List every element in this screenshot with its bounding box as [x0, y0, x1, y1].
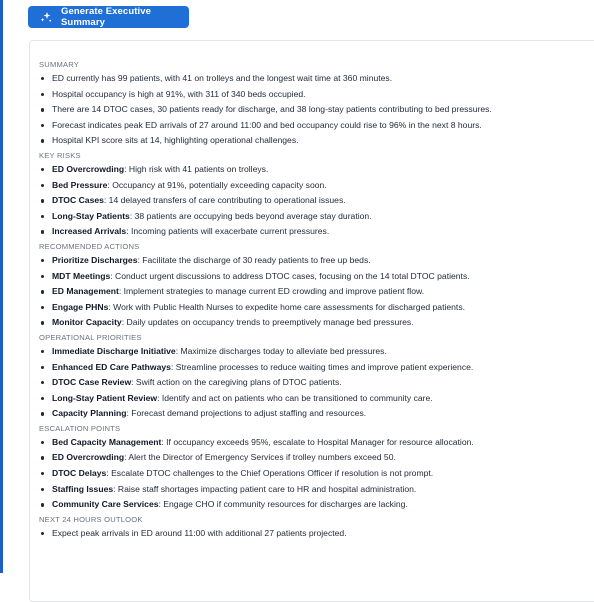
item-heading: DTOC Cases — [52, 195, 104, 206]
list-item — [39, 406, 589, 422]
item-text: : If occupancy exceeds 95%, escalate to Hospital Manager for resource allocation. — [161, 436, 474, 447]
item-text: : Engage CHO if community resources for discharges are lacking. — [158, 499, 408, 510]
item-text: : Streamline processes to reduce waiting times and improve patient experience. — [170, 361, 474, 372]
item-text: : Alert the Director of Emergency Services if trolley numbers exceed 50. — [124, 452, 396, 463]
item-text: Expect peak arrivals in ED around 11:00 with additional 27 patients projected. — [52, 527, 347, 538]
item-heading: ED Overcrowding — [52, 163, 125, 174]
bullet-list — [39, 162, 589, 240]
list-item — [39, 300, 589, 316]
list-item — [39, 391, 589, 407]
section-title: KEY RISKS — [39, 150, 81, 160]
item-text: : Implement strategies to manage current ED crowding and improve patient flow. — [118, 286, 425, 297]
item-text: : Work with Public Health Nurses to expedite home care assessments for discharged patients. — [108, 301, 466, 312]
section-recommended-actions — [39, 242, 589, 331]
section-escalation-points — [39, 424, 589, 513]
item-text: Hospital occupancy is high at 91%, with 311 of 340 beds occupied. — [52, 88, 306, 99]
list-item — [39, 118, 589, 134]
item-heading: ED Overcrowding — [52, 452, 125, 463]
item-text: : High risk with 41 patients on trolleys. — [124, 163, 269, 174]
bullet-list — [39, 526, 589, 542]
section-key-risks — [39, 151, 589, 240]
list-item — [39, 87, 589, 103]
item-heading: Monitor Capacity — [52, 317, 122, 328]
bullet-list — [39, 435, 589, 513]
list-item — [39, 253, 589, 269]
list-item — [39, 224, 589, 240]
section-summary — [39, 60, 589, 149]
item-heading: DTOC Case Review — [52, 377, 132, 388]
item-text: : Conduct urgent discussions to address DTOC cases, focusing on the 14 total DTOC patients. — [110, 270, 470, 281]
list-item — [39, 435, 589, 451]
item-heading: Bed Pressure — [52, 179, 108, 190]
item-text: : Forecast demand projections to adjust staffing and resources. — [126, 408, 367, 419]
item-heading: Engage PHNs — [52, 301, 109, 312]
item-text: : 38 patients are occupying beds beyond average stay duration. — [129, 210, 372, 221]
list-item — [39, 497, 589, 513]
section-next-24-hours-outlook — [39, 515, 589, 542]
list-item — [39, 71, 589, 87]
list-item — [39, 284, 589, 300]
section-title: ESCALATION POINTS — [39, 423, 121, 433]
section-title: OPERATIONAL PRIORITIES — [39, 332, 142, 342]
list-item — [39, 360, 589, 376]
list-item — [39, 209, 589, 225]
list-item — [39, 162, 589, 178]
item-heading: Capacity Planning — [52, 408, 127, 419]
item-text: : Escalate DTOC challenges to the Chief Operations Officer if resolution is not prompt. — [106, 468, 434, 479]
item-heading: Staffing Issues — [52, 483, 114, 494]
list-item — [39, 344, 589, 360]
item-heading: Prioritize Discharges — [52, 254, 138, 265]
item-heading: Enhanced ED Care Pathways — [52, 361, 171, 372]
item-heading: Immediate Discharge Initiative — [52, 345, 176, 356]
bullet-list — [39, 344, 589, 422]
item-heading: Long-Stay Patient Review — [52, 392, 158, 403]
item-text: : Facilitate the discharge of 30 ready patients to free up beds. — [137, 254, 371, 265]
item-text: : Daily updates on occupancy trends to preemptively manage bed pressures. — [121, 317, 414, 328]
list-item — [39, 102, 589, 118]
list-item — [39, 450, 589, 466]
item-heading: Increased Arrivals — [52, 226, 127, 237]
list-item — [39, 482, 589, 498]
list-item — [39, 193, 589, 209]
item-text: : Maximize discharges today to alleviate bed pressures. — [175, 345, 387, 356]
section-title: NEXT 24 HOURS OUTLOOK — [39, 514, 143, 524]
item-heading: DTOC Delays — [52, 468, 107, 479]
bullet-list — [39, 253, 589, 331]
section-operational-priorities — [39, 333, 589, 422]
sparkles-icon — [40, 11, 52, 23]
item-heading: Long-Stay Patients — [52, 210, 130, 221]
item-text: : Occupancy at 91%, potentially exceeding capacity soon. — [107, 179, 327, 190]
list-item — [39, 315, 589, 331]
item-heading: MDT Meetings — [52, 270, 111, 281]
generate-button-label: Generate Executive Summary — [61, 6, 151, 28]
item-text: Forecast indicates peak ED arrivals of 27 around 11:00 and bed occupancy could rise to 96% in the next 8 hours. — [52, 119, 482, 130]
item-text: ED currently has 99 patients, with 41 on trolleys and the longest wait time at 360 minutes. — [52, 73, 393, 83]
generate-executive-summary-button[interactable] — [28, 6, 189, 28]
item-text: Hospital KPI score sits at 14, highlighting operational challenges. — [52, 135, 299, 146]
item-text: : Raise staff shortages impacting patient care to HR and hospital administration. — [113, 483, 417, 494]
item-heading: ED Management — [52, 286, 119, 297]
item-heading: Bed Capacity Management — [52, 436, 162, 447]
list-item — [39, 133, 589, 149]
list-item — [39, 178, 589, 194]
item-heading: Community Care Services — [52, 499, 159, 510]
list-item — [39, 466, 589, 482]
section-title: SUMMARY — [39, 60, 80, 69]
summary-content — [39, 60, 589, 541]
item-text: : Incoming patients will exacerbate current pressures. — [126, 226, 330, 237]
item-text: : Identify and act on patients who can be transitioned to community care. — [157, 392, 433, 403]
item-text: : 14 delayed transfers of care contributing to operational issues. — [103, 195, 346, 206]
bullet-list — [39, 71, 589, 149]
list-item — [39, 526, 589, 542]
list-item — [39, 269, 589, 285]
section-title: RECOMMENDED ACTIONS — [39, 241, 140, 251]
list-item — [39, 375, 589, 391]
item-text: : Swift action on the caregiving plans of DTOC patients. — [131, 377, 342, 388]
left-accent-bar — [0, 0, 3, 573]
item-text: There are 14 DTOC cases, 30 patients ready for discharge, and 38 long-stay patients contributing to bed pressures. — [52, 104, 492, 115]
